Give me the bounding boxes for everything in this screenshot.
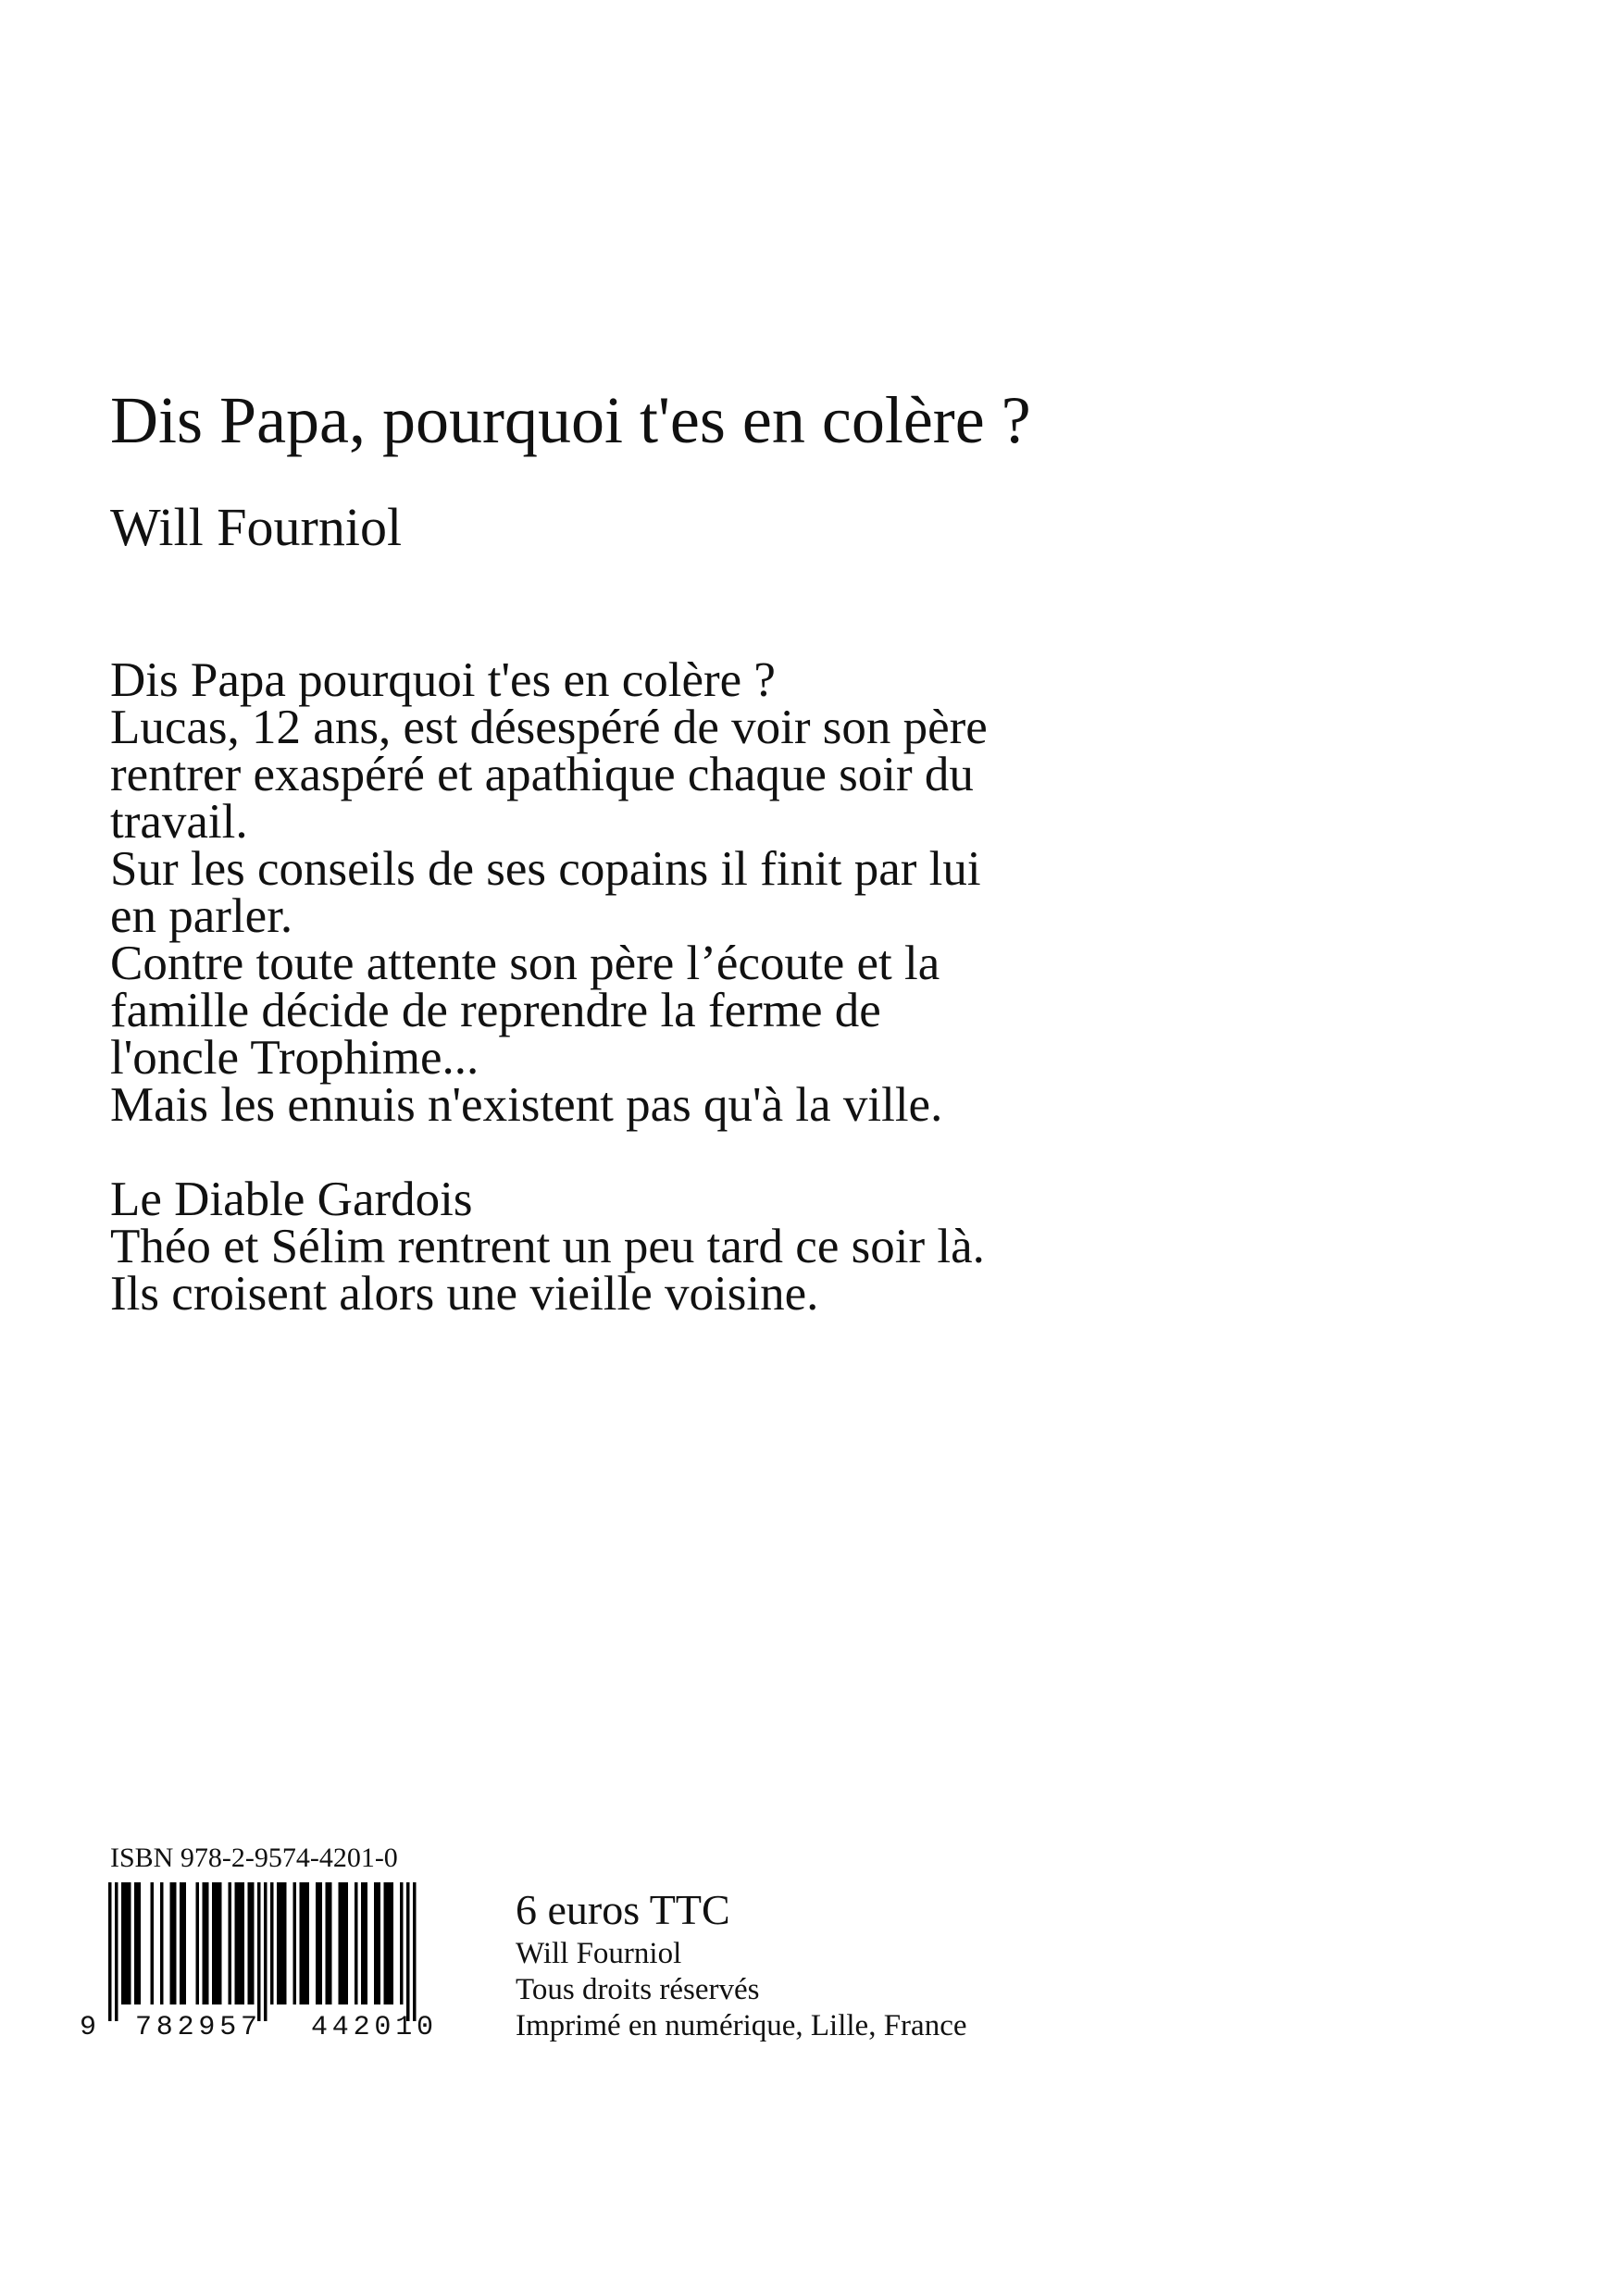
barcode-bar [138, 1882, 142, 2004]
barcode-bar [283, 1882, 287, 2004]
barcode-guard-bar [108, 1882, 112, 2021]
barcode-digits-right: 442010 [311, 2012, 433, 2040]
barcode-bar [361, 1882, 365, 2004]
paragraph-gap [110, 1129, 1313, 1176]
barcode-bar [329, 1882, 332, 2004]
barcode-bar [374, 1882, 378, 2004]
book-title: Dis Papa, pourquoi t'es en colère ? [110, 383, 1031, 457]
barcode-bar [365, 1882, 368, 2004]
barcode-guard-bar [257, 1882, 261, 2021]
barcode-bar [235, 1882, 239, 2004]
barcode-bar [180, 1882, 183, 2004]
barcode-bar [238, 1882, 242, 2004]
blurb-line: Mais les ennuis n'existent pas qu'à la ville. [110, 1078, 943, 1132]
barcode-bar [125, 1882, 129, 2004]
barcode-bar [203, 1882, 206, 2004]
barcode-bar [355, 1882, 358, 2004]
barcode-bar [400, 1882, 404, 2004]
price-and-publisher [516, 1884, 967, 2044]
barcode-guard-bar [115, 1882, 118, 2021]
barcode-bar [293, 1882, 297, 2004]
barcode-bar [339, 1882, 342, 2004]
barcode-bar [277, 1882, 280, 2004]
price: 6 euros TTC [516, 1886, 730, 1933]
barcode-bar [345, 1882, 349, 2004]
barcode-bar [173, 1882, 177, 2004]
blurb-line: rentrer exaspéré et apathique chaque soir du [110, 748, 974, 801]
barcode-bar [170, 1882, 174, 2004]
blurb-line: Dis Papa pourquoi t'es en colère ? [110, 653, 776, 707]
blurb-line: Lucas, 12 ans, est désespéré de voir son père [110, 701, 988, 754]
printing-location: Imprimé en numérique, Lille, France [516, 2009, 967, 2042]
blurb-line: travail. [110, 795, 248, 849]
barcode-bar [280, 1882, 284, 2004]
barcode-bar [326, 1882, 330, 2004]
publisher-name: Will Fourniol [516, 1937, 682, 1970]
barcode-bar [218, 1882, 222, 2004]
barcode-digit-first: 9 [80, 2012, 97, 2040]
back-cover-blurb [110, 653, 1313, 1321]
blurb-line: Sur les conseils de ses copains il finit par lui [110, 842, 981, 896]
barcode-digits-left: 782957 [135, 2012, 257, 2040]
barcode-bar [121, 1882, 125, 2004]
barcode-bar [300, 1882, 304, 2004]
rights-notice: Tous droits réservés [516, 1973, 760, 2006]
barcode [67, 1880, 455, 2040]
barcode-bar [196, 1882, 200, 2004]
blurb-line: Le Diable Gardois [110, 1173, 473, 1226]
blurb-line: Ils croisent alors une vieille voisine. [110, 1267, 819, 1321]
blurb-line: en parler. [110, 889, 293, 943]
barcode-bar [251, 1882, 255, 2004]
barcode-bar [212, 1882, 216, 2004]
barcode-bar [216, 1882, 219, 2004]
blurb-line: Théo et Sélim rentrent un peu tard ce soir là. [110, 1220, 985, 1273]
blurb-line: famille décide de reprendre la ferme de [110, 984, 881, 1037]
barcode-bar [205, 1882, 209, 2004]
barcode-bar [303, 1882, 306, 2004]
barcode-bars [108, 1882, 417, 2021]
barcode-bar [387, 1882, 391, 2004]
barcode-bar [160, 1882, 164, 2004]
blurb-line: Contre toute attente son père l’écoute et la [110, 937, 940, 990]
barcode-bar [242, 1882, 245, 2004]
barcode-bar [342, 1882, 345, 2004]
barcode-bar [128, 1882, 131, 2004]
book-author: Will Fourniol [110, 497, 403, 557]
barcode-bar [391, 1882, 394, 2004]
isbn-label: ISBN 978-2-9574-4201-0 [110, 1843, 398, 1873]
barcode-bar [384, 1882, 388, 2004]
barcode-bar [306, 1882, 310, 2004]
blurb-line: l'oncle Trophime... [110, 1031, 479, 1085]
barcode-bar [319, 1882, 323, 2004]
barcode-bar [248, 1882, 252, 2004]
barcode-guard-bar [406, 1882, 410, 2021]
barcode-bar [229, 1882, 232, 2004]
barcode-bar [183, 1882, 187, 2004]
barcode-bar [270, 1882, 274, 2004]
barcode-bar [151, 1882, 155, 2004]
barcode-bar [378, 1882, 381, 2004]
barcode-bar [316, 1882, 319, 2004]
barcode-bar [134, 1882, 138, 2004]
barcode-guard-bar [264, 1882, 268, 2021]
barcode-guard-bar [413, 1882, 417, 2021]
